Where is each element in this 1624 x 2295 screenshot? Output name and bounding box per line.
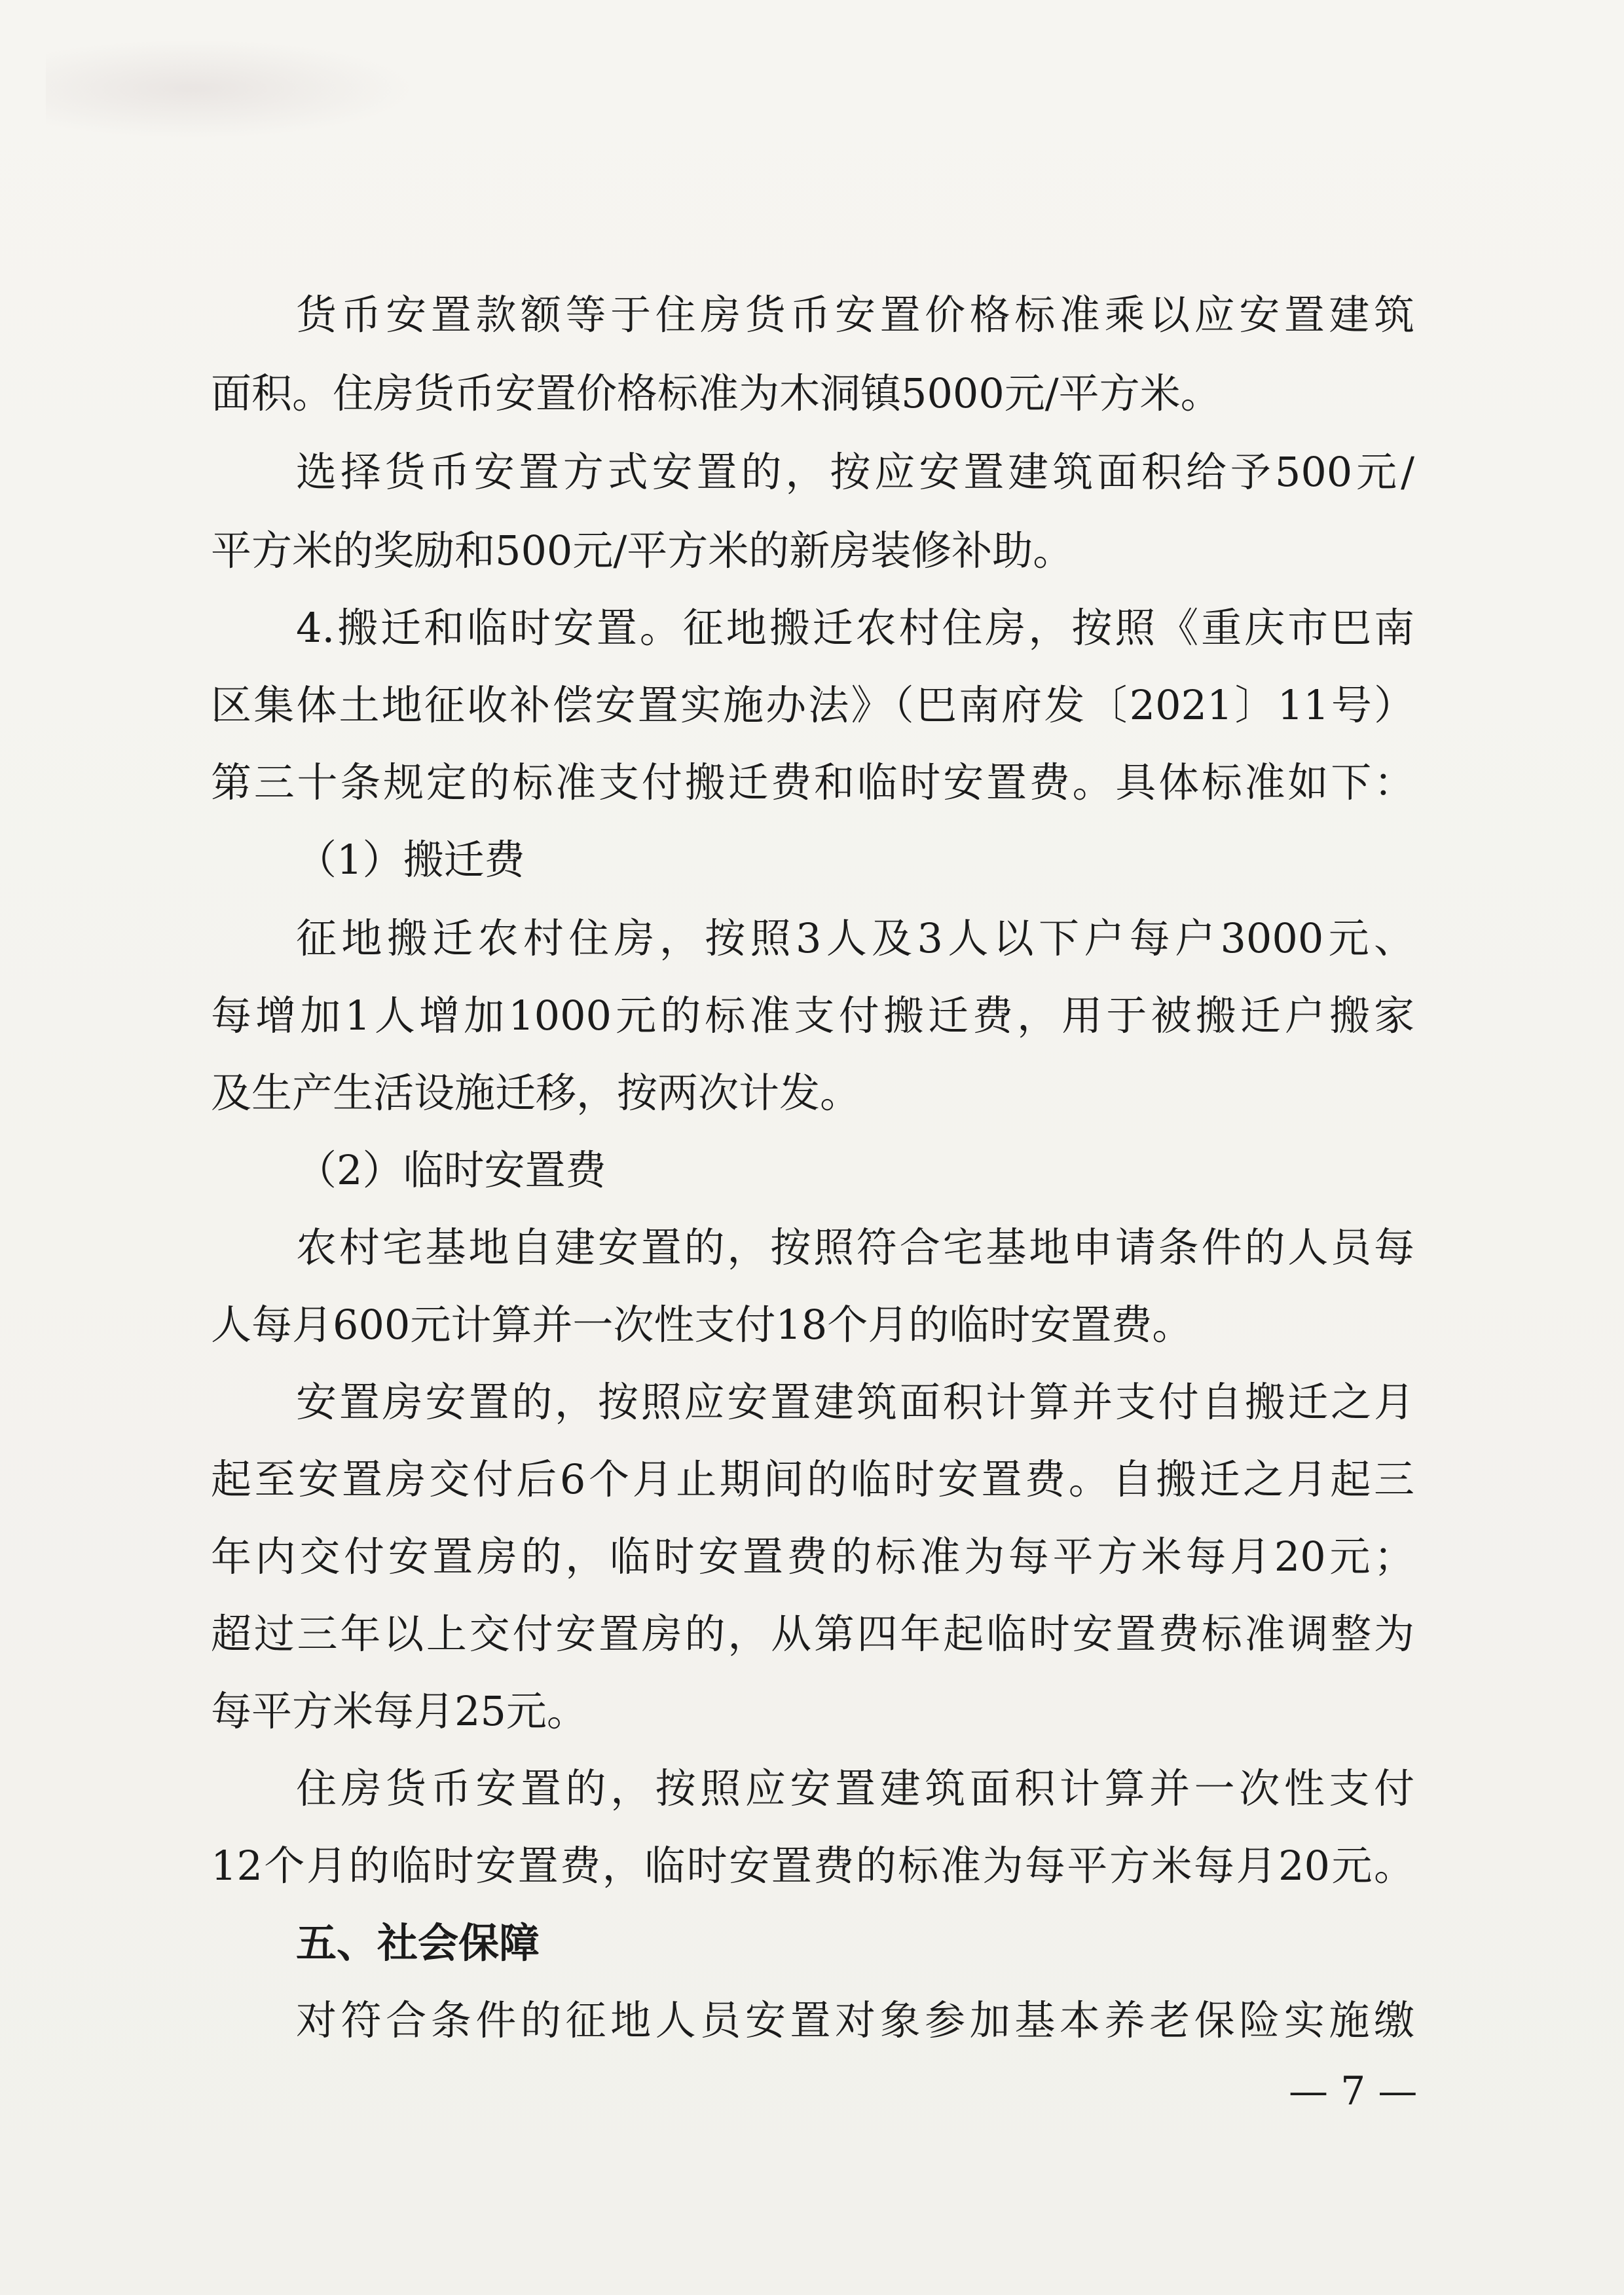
body-line-17: 年内交付安置房的，临时安置费的标准为每平方米每月20元；: [211, 1533, 1414, 1580]
body-line-1: 货币安置款额等于住房货币安置价格标准乘以应安置建筑: [296, 291, 1414, 339]
body-line-18: 超过三年以上交付安置房的，从第四年起临时安置费标准调整为: [211, 1610, 1414, 1658]
body-line-4: 平方米的奖励和500元/平方米的新房装修补助。: [211, 527, 1074, 574]
body-line-20: 住房货币安置的，按照应安置建筑面积计算并一次性支付: [296, 1764, 1414, 1812]
body-line-15: 安置房安置的，按照应安置建筑面积计算并支付自搬迁之月: [296, 1378, 1414, 1426]
body-line-11: 及生产生活设施迁移，按两次计发。: [211, 1069, 861, 1117]
subheading-temporary-fee: （2）临时安置费: [296, 1146, 606, 1194]
body-line-16: 起至安置房交付后6个月止期间的临时安置费。自搬迁之月起三: [211, 1455, 1414, 1503]
body-line-2: 面积。住房货币安置价格标准为木洞镇5000元/平方米。: [211, 369, 1221, 417]
body-line-5: 4.搬迁和临时安置。征地搬迁农村住房，按照《重庆市巴南: [296, 604, 1414, 652]
body-line-14: 人每月600元计算并一次性支付18个月的临时安置费。: [211, 1301, 1193, 1349]
body-line-10: 每增加1人增加1000元的标准支付搬迁费，用于被搬迁户搬家: [211, 992, 1414, 1039]
body-line-19: 每平方米每月25元。: [211, 1687, 587, 1735]
body-line-23: 对符合条件的征地人员安置对象参加基本养老保险实施缴: [296, 1996, 1414, 2044]
body-line-13: 农村宅基地自建安置的，按照符合宅基地申请条件的人员每: [296, 1223, 1414, 1271]
section-heading-social-security: 五、社会保障: [296, 1919, 540, 1967]
faded-stamp-mark: [46, 39, 413, 138]
subheading-relocation-fee: （1）搬迁费: [296, 836, 525, 884]
body-line-3: 选择货币安置方式安置的，按应安置建筑面积给予500元/: [296, 448, 1414, 496]
page-number: — 7 —: [1289, 2068, 1418, 2114]
body-line-6: 区集体土地征收补偿安置实施办法》（巴南府发〔2021〕11号）: [211, 681, 1414, 729]
body-line-9: 征地搬迁农村住房，按照3人及3人以下户每户3000元、: [296, 914, 1414, 962]
body-line-21: 12个月的临时安置费，临时安置费的标准为每平方米每月20元。: [211, 1842, 1414, 1890]
body-line-7: 第三十条规定的标准支付搬迁费和临时安置费。具体标准如下：: [211, 758, 1414, 806]
